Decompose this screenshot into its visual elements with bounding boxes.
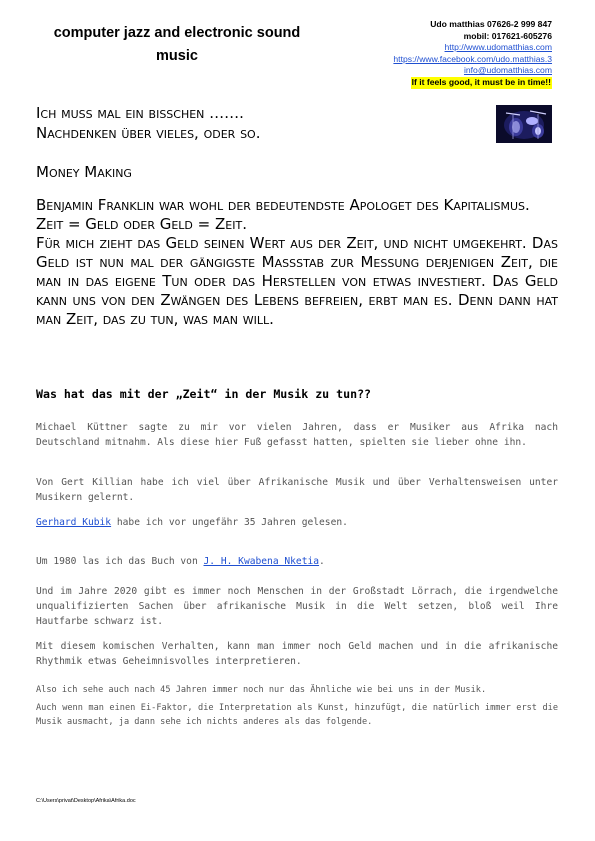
footer-file-path: C:\Users\privat\Desktop\Afrika\Afrika.doc	[36, 798, 136, 804]
email-link[interactable]: info@udomatthias.com	[463, 65, 552, 76]
paragraph-kubik	[36, 515, 558, 530]
contact-name-phone: Udo matthias 07626-2 999 847	[430, 19, 552, 29]
main-text	[36, 196, 558, 329]
paragraph-kuettner: Michael Küttner sagte zu mir vor vielen Jahren, dass er Musiker aus Afrika nach Deutschland mitnahm. Als diese hier Fuß gefasst hatten, spielten sie lieber ohne ihn.	[36, 422, 558, 448]
slogan-highlight: If it feels good, it must be in time!!	[411, 76, 551, 87]
intro-line-2: Nachdenken über vieles, oder so.	[36, 124, 261, 142]
paragraph-behavior: Mit diesem komischen Verhalten, kann man immer noch Geld machen und in die afrikanische Rhythmik etwas Geheimnisvolles interpretieren.	[36, 641, 558, 667]
contact-mobile: mobil: 017621-605276	[463, 30, 552, 41]
paragraph-nketia	[36, 554, 558, 569]
main-paragraph-2: Zeit = Geld oder Geld = Zeit.	[36, 215, 247, 233]
intro-text	[36, 103, 506, 143]
nketia-text-pre: Um 1980 las ich das Buch von	[36, 556, 204, 567]
nketia-link[interactable]: J. H. Kwabena Nketia	[203, 556, 320, 567]
kubik-text: habe ich vor ungefähr 35 Jahren gelesen.	[111, 517, 348, 528]
website-link[interactable]: http://www.udomatthias.com	[444, 42, 552, 53]
paragraph-loerrach: Und im Jahre 2020 gibt es immer noch Menschen in der Großstadt Lörrach, die irgendwelche unqualifizierten Sachen über afrikanische Musik in die Welt setzen, bloß weil Ihre Hautfarbe schwarz ist.	[36, 586, 558, 627]
paragraph-killian: Von Gert Killian habe ich viel über Afrikanische Musik und über Verhaltensweisen unter Musikern gelernt.	[36, 477, 558, 503]
paragraph-45-years: Also ich sehe auch nach 45 Jahren immer noch nur das Ähnliche wie bei uns in der Musik.	[36, 685, 487, 695]
contact-block	[302, 19, 552, 89]
header-title: computer jazz and electronic sound music	[53, 25, 301, 64]
facebook-link[interactable]: https://www.facebook.com/udo.matthias.3	[393, 53, 552, 64]
intro-line-1: Ich muss mal ein bisschen …….	[36, 104, 244, 122]
question-heading: Was hat das mit der „Zeit“ in der Musik zu tun??	[36, 387, 372, 401]
nketia-text-post: .	[319, 556, 325, 567]
main-paragraph-1: Benjamin Franklin war wohl der bedeutendste Apologet des Kapitalismus.	[36, 196, 530, 214]
kubik-link[interactable]: Gerhard Kubik	[36, 517, 112, 528]
paragraph-ei-faktor: Auch wenn man einen Ei-Faktor, die Interpretation als Kunst, hinzufügt, die natürlich immer erst die Musik ausmacht, ja dann sehe ich nichts anderes als das folgende.	[36, 703, 558, 727]
main-paragraph-3: Für mich zieht das Geld seinen Wert aus der Zeit, und nicht umgekehrt. Das Geld ist nun mal der gängigste Maßstab zur Messung derjenigen Zeit, die man in das eigene Tun oder das Herstellen von etwas investiert. Das Geld kann uns von den Zwängen des Lebens befreien, erbt man es. Denn dann hat man Zeit, das zu tun, was man will.	[36, 234, 558, 328]
section-title: Money Making	[36, 163, 132, 181]
